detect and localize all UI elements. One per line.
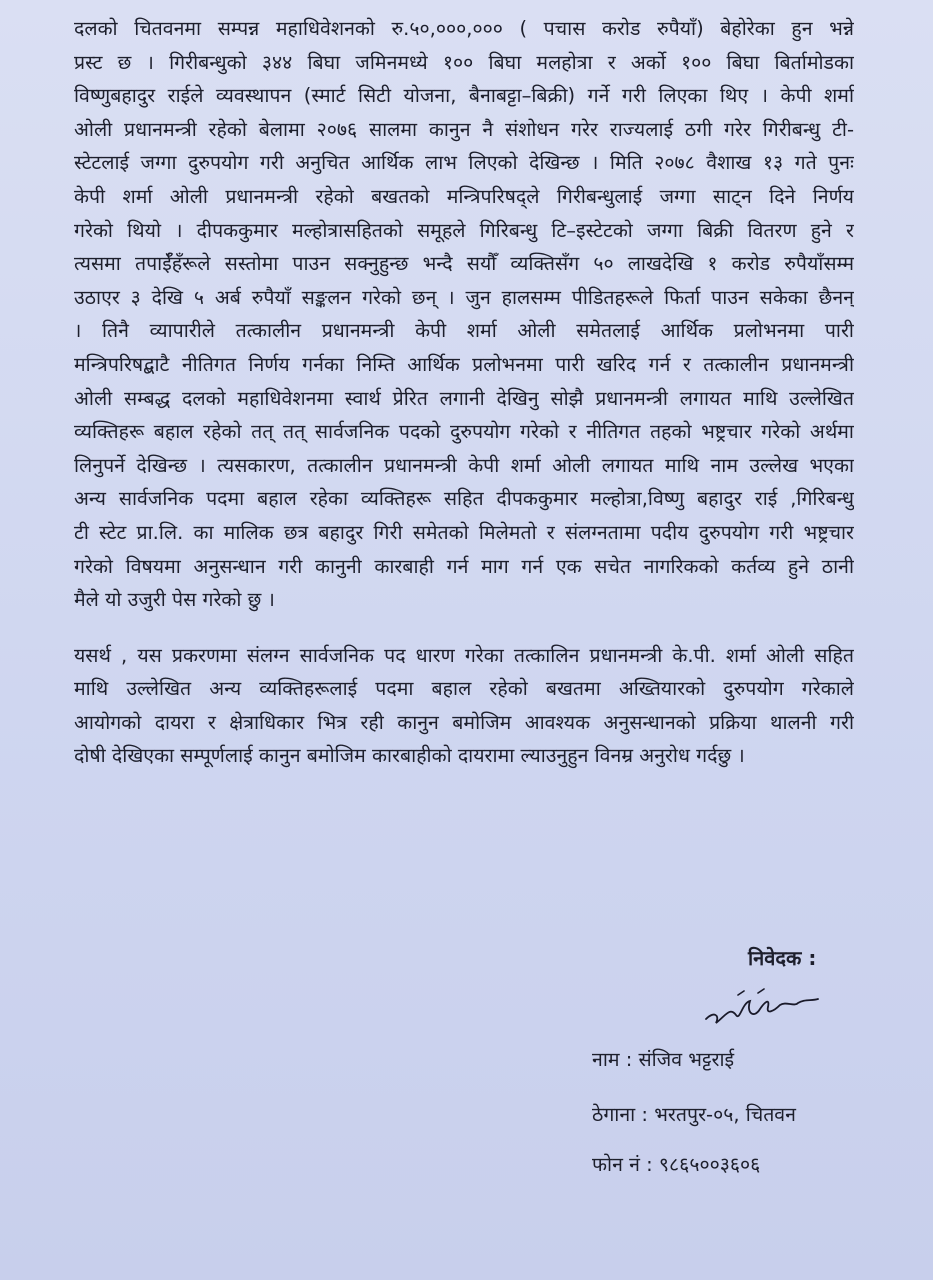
body-line: मन्त्रिपरिषद्बाटै नीतिगत निर्णय गर्नका निम्ति आर्थिक प्रलोभनमा पारी खरिद गर्न र तत्कालीन प्रधानमन्त्री bbox=[74, 352, 854, 376]
body-line: ओली प्रधानमन्त्री रहेको बेलामा २०७६ सालमा कानुन नै संशोधन गरेर राज्यलाई ठगी गरेर गिरीबन्धु टी- bbox=[74, 117, 854, 141]
body-line: उठाएर ३ देखि ५ अर्ब रुपैयाँ सङ्कलन गरेको छन् । जुन हालसम्म पीडितहरूले फिर्ता पाउन सकेका छैनन् bbox=[74, 285, 854, 309]
body-line: स्टेटलाई जग्गा दुरुपयोग गरी अनुचित आर्थिक लाभ लिएको देखिन्छ । मिति २०७८ वैशाख १३ गते पुनः bbox=[74, 151, 854, 175]
letter-body bbox=[74, 12, 854, 773]
body-line: मैले यो उजुरी पेस गरेको छु । bbox=[74, 588, 275, 612]
closing-line: यसर्थ , यस प्रकरणमा संलग्न सार्वजनिक पद धारण गरेका तत्कालिन प्रधानमन्त्री के.पी. शर्मा ओली सहित bbox=[74, 643, 854, 667]
body-line: प्रस्ट छ । गिरीबन्धुको ३४४ बिघा जमिनमध्ये १०० बिघा मलहोत्रा र अर्को १०० बिघा बिर्तामोडका bbox=[74, 50, 854, 74]
body-line: अन्य सार्वजनिक पदमा बहाल रहेका व्यक्तिहरू सहित दीपककुमार मल्होत्रा,विष्णु बहादुर राई ,गिरिबन्धु bbox=[74, 487, 854, 511]
body-line: विष्णुबहादुर राईले व्यवस्थापन (स्मार्ट सिटी योजना, बैनाबट्टा–बिक्री) गर्ने गरी लिएका थिए । केपी शर्मा bbox=[74, 84, 854, 108]
body-line: त्यसमा तपाईँहँरूले सस्तोमा पाउन सक्नुहुन्छ भन्दै सयौँ व्यक्तिसँग ५० लाखदेखि १ करोड रुपैयाँसम्म bbox=[74, 252, 854, 276]
body-line: दलको चितवनमा सम्पन्न महाधिवेशनको रु.५०,०००,००० ( पचास करोड रुपैयाँ) बेहोरेका हुन भन्ने bbox=[74, 17, 854, 40]
body-line: । तिनै व्यापारीले तत्कालीन प्रधानमन्त्री केपी शर्मा ओली समेतलाई आर्थिक प्रलोभनमा पारी bbox=[74, 319, 854, 343]
applicant-address: ठेगाना : भरतपुर-०५, चितवन bbox=[592, 1103, 796, 1126]
body-line: ओली सम्बद्ध दलको महाधिवेशनमा स्वार्थ प्रेरित लगानी देखिनु सोझै प्रधानमन्त्री लगायत माथि उल्लेखित bbox=[74, 386, 854, 410]
closing-line: आयोगको दायरा र क्षेत्राधिकार भित्र रही कानुन बमोजिम आवश्यक अनुसन्धानको प्रक्रिया थालनी गरी bbox=[74, 710, 854, 734]
body-line: केपी शर्मा ओली प्रधानमन्त्री रहेको बखतको मन्त्रिपरिषद्ले गिरीबन्धुलाई जग्गा साट्न दिने निर्णय bbox=[74, 184, 854, 208]
body-line: लिनुपर्ने देखिन्छ । त्यसकारण, तत्कालीन प्रधानमन्त्री केपी शर्मा ओली लगायत माथि नाम उल्लेख भएका bbox=[74, 453, 854, 477]
handwritten-signature bbox=[700, 985, 830, 1035]
closing-line: दोषी देखिएका सम्पूर्णलाई कानुन बमोजिम कारबाहीको दायरामा ल्याउनुहुन विनम्र अनुरोध गर्दछु । bbox=[74, 744, 745, 768]
paragraph-spacer bbox=[74, 617, 854, 639]
body-line: गरेको विषयमा अनुसन्धान गरी कानुनी कारबाही गर्न माग गर्न एक सचेत नागरिकको कर्तव्य हुने ठानी bbox=[74, 554, 854, 578]
applicant-label: निवेदक : bbox=[748, 946, 817, 970]
applicant-name: नाम : संजिव भट्टराई bbox=[592, 1048, 735, 1071]
body-line: टी स्टेट प्रा.लि. का मालिक छत्र बहादुर गिरी समेतको मिलेमतो र संलग्नतामा पदीय दुरुपयोग गरी भष्ट्रचार bbox=[74, 520, 854, 544]
body-line: गरेको थियो । दीपककुमार मल्होत्रासहितको समूहले गिरिबन्धु टि–इस्टेटको जग्गा बिक्री वितरण हुने र bbox=[74, 218, 854, 242]
applicant-phone: फोन नं : ९८६५००३६०६ bbox=[592, 1153, 761, 1176]
body-line: व्यक्तिहरू बहाल रहेको तत् तत् सार्वजनिक पदको दुरुपयोग गरेको र नीतिगत तहको भष्ट्रचार गरेको अर्थमा bbox=[74, 420, 854, 444]
closing-line: माथि उल्लेखित अन्य व्यक्तिहरूलाई पदमा बहाल रहेको बखतमा अख्तियारको दुरुपयोग गरेकाले bbox=[74, 677, 854, 701]
